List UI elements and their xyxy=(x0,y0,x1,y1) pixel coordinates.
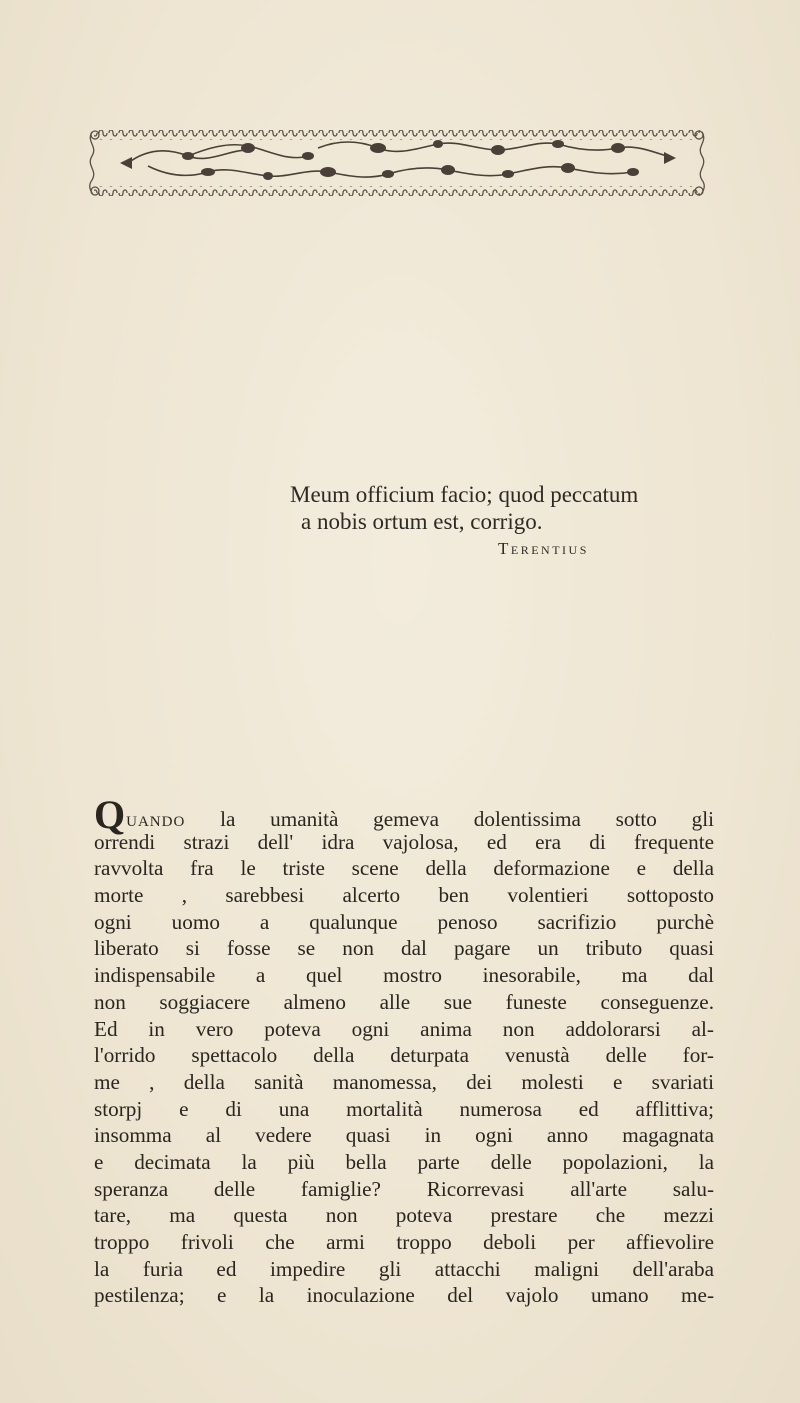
paragraph-line: Ed in vero poteva ogni anima non addolorarsi al- xyxy=(94,1016,714,1041)
paragraph-line: liberato si fosse se non dal pagare un tributo quasi xyxy=(94,936,714,961)
paragraph-line: storpj e di una mortalità numerosa ed afflittiva; xyxy=(94,1096,714,1121)
drop-cap: Q xyxy=(94,792,126,837)
line-text: la umanità gemeva dolentissima sotto gli xyxy=(185,807,714,831)
epigraph-line: Meum officium facio; quod peccatum xyxy=(290,482,639,507)
epigraph-author: Terentius xyxy=(498,539,589,558)
paragraph-line: speranza delle famiglie? Ricorrevasi all'arte salu- xyxy=(94,1176,714,1201)
paragraph-line xyxy=(94,792,714,837)
first-word-rest: uando xyxy=(126,807,186,831)
epigraph xyxy=(290,481,730,562)
ornamental-header-band xyxy=(88,128,706,198)
paragraph-line: insomma al vedere quasi in ogni anno magagnata xyxy=(94,1123,714,1148)
paragraph-line: orrendi strazi dell' idra vajolosa, ed era di frequente xyxy=(94,829,714,854)
paragraph-line: la furia ed impedire gli attacchi maligni dell'araba xyxy=(94,1256,714,1281)
paragraph-line: tare, ma questa non poteva prestare che mezzi xyxy=(94,1203,714,1228)
paragraph-line: non soggiacere almeno alle sue funeste conseguenze. xyxy=(94,989,714,1014)
paragraph-line: troppo frivoli che armi troppo deboli per affievolire xyxy=(94,1230,714,1254)
paragraph-line: ogni uomo a qualunque penoso sacrifizio purchè xyxy=(94,909,714,934)
paragraph-line: me , della sanità manomessa, dei molesti e svariati xyxy=(94,1069,714,1094)
paragraph-line: ravvolta fra le triste scene della deformazione e della xyxy=(94,856,714,881)
paragraph-line: morte , sarebbesi alcerto ben volentieri sottoposto xyxy=(94,883,714,908)
paragraph-line: indispensabile a quel mostro inesorabile, ma dal xyxy=(94,963,714,988)
epigraph-line: a nobis ortum est, corrigo. xyxy=(301,509,543,534)
paragraph-line: l'orrido spettacolo della deturpata venustà delle for- xyxy=(94,1043,714,1068)
paragraph-line: e decimata la più bella parte delle popolazioni, la xyxy=(94,1149,714,1174)
paragraph-line: pestilenza; e la inoculazione del vajolo umano me- xyxy=(94,1283,714,1308)
body-paragraph xyxy=(94,792,714,1309)
